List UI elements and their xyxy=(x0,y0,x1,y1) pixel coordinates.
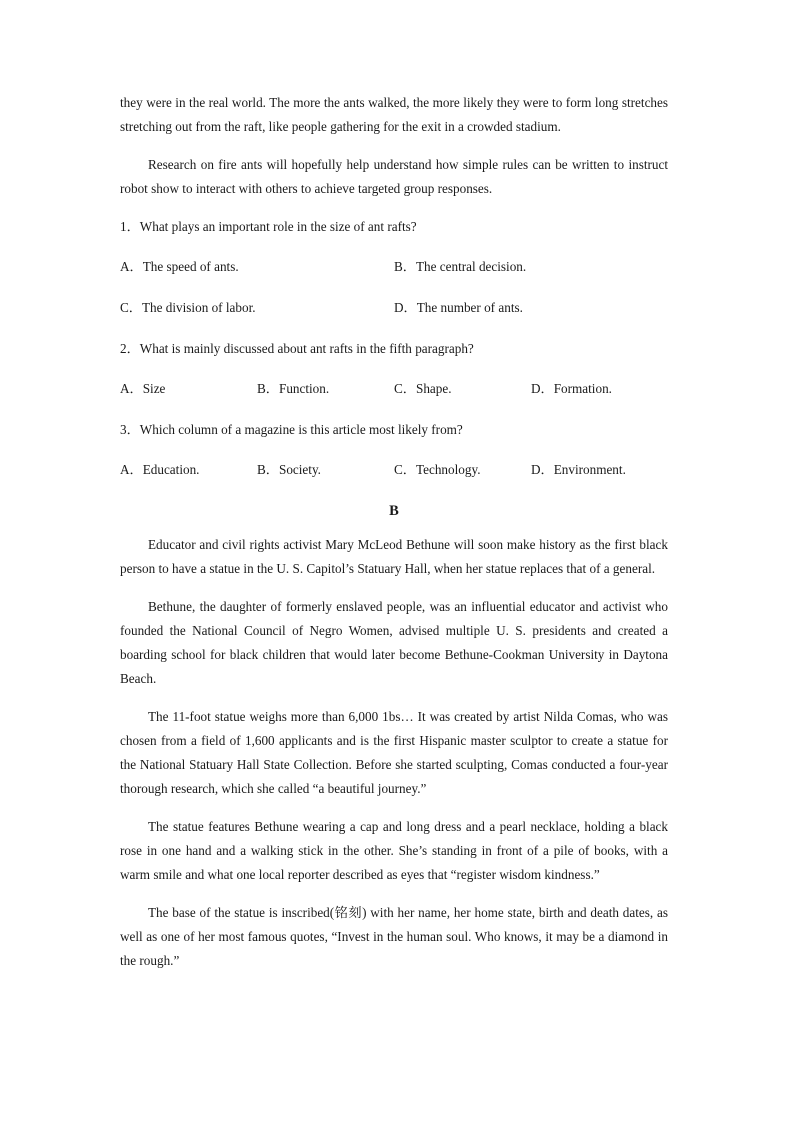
section-heading: B xyxy=(389,503,399,519)
question-stem: 1．What plays an important role in the size of ant rafts? xyxy=(120,219,417,234)
passage-a-paragraph: they were in the real world. The more the ants walked, the more likely they were to form long stretches stretching out from the raft, like people gathering for the exit in a crowded stadium. xyxy=(120,95,668,134)
option: B．Society. xyxy=(257,462,321,477)
option: C．Shape. xyxy=(394,381,452,396)
passage-b-paragraph: The statue features Bethune wearing a cap and long dress and a pearl necklace, holding a black rose in one hand and a walking stick in the other. She’s standing in front of a pile of books, with a warm smile and what one local reporter described as eyes that “register wisdom kindness.” xyxy=(120,819,668,882)
passage-a-paragraph: Research on fire ants will hopefully help understand how simple rules can be written to instruct robot show to interact with others to achieve targeted group responses. xyxy=(120,157,668,196)
passage-b-paragraph: The 11-foot statue weighs more than 6,000 1bs… It was created by artist Nilda Comas, who was chosen from a field of 1,600 applicants and is the first Hispanic master sculptor to create a statue for the National Statuary Hall State Collection. Before she started sculpting, Comas conducted a four-year thorough research, which she called “a beautiful journey.” xyxy=(120,709,668,796)
document-page xyxy=(120,91,668,987)
question-stem: 2．What is mainly discussed about ant rafts in the fifth paragraph? xyxy=(120,341,474,356)
passage-b-paragraph: Educator and civil rights activist Mary McLeod Bethune will soon make history as the first black person to have a statue in the U. S. Capitol’s Statuary Hall, when her statue replaces that of a general. xyxy=(120,537,668,576)
option: A．Education. xyxy=(120,462,200,477)
option: D．The number of ants. xyxy=(394,300,523,315)
option: B．Function. xyxy=(257,381,330,396)
question-options xyxy=(120,255,668,279)
question-options xyxy=(120,296,668,320)
question-stem: 3．Which column of a magazine is this article most likely from? xyxy=(120,422,463,437)
option: D．Environment. xyxy=(531,462,626,477)
option: C．Technology. xyxy=(394,462,481,477)
question-options xyxy=(120,377,668,401)
option: C．The division of labor. xyxy=(120,300,256,315)
question-options xyxy=(120,458,668,482)
option: D．Formation. xyxy=(531,381,612,396)
passage-b-paragraph: Bethune, the daughter of formerly enslaved people, was an influential educator and activist who founded the National Council of Negro Women, advised multiple U. S. presidents and created a boarding school for black children that would later become Bethune-Cookman University in Daytona Beach. xyxy=(120,599,668,686)
option: A．Size xyxy=(120,381,166,396)
passage-b-paragraph: The base of the statue is inscribed(铭刻) with her name, her home state, birth and death dates, as well as one of her most famous quotes, “Invest in the human soul. Who knows, it may be a diamond in the rough.” xyxy=(120,905,668,968)
option: B．The central decision. xyxy=(394,259,527,274)
option: A．The speed of ants. xyxy=(120,259,239,274)
